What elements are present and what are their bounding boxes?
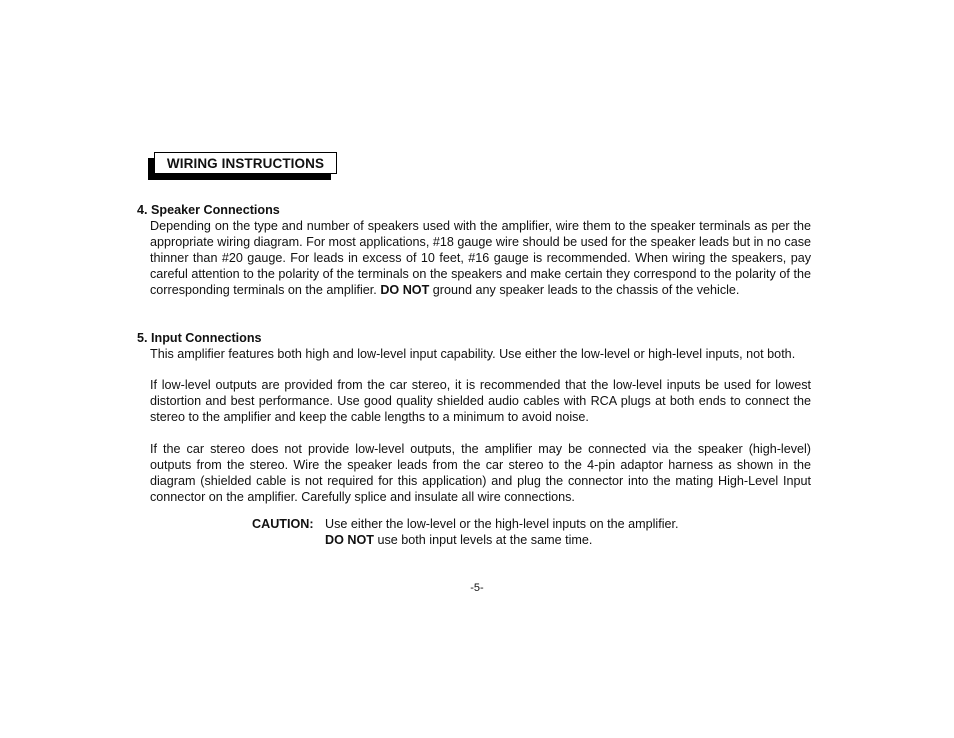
section-title: WIRING INSTRUCTIONS <box>166 155 325 171</box>
input-connections-heading: 5. Input Connections <box>137 331 262 345</box>
input-paragraph-1: This amplifier features both high and low-level input capability. Use either the low-level or high-level inputs, not both. <box>150 347 796 361</box>
speaker-text-part2: ground any speaker leads to the chassis of the vehicle. <box>429 283 740 297</box>
caution-line-2-text: use both input levels at the same time. <box>373 533 593 547</box>
caution-text <box>325 516 679 548</box>
speaker-connections-heading: 4. Speaker Connections <box>137 203 280 217</box>
caution-do-not: DO NOT <box>325 533 374 547</box>
speaker-connections-paragraph <box>150 218 811 298</box>
speaker-do-not: DO NOT <box>380 283 430 297</box>
caution-line-2 <box>325 532 679 548</box>
caution-label: CAUTION: <box>252 517 314 531</box>
speaker-text-part1: Depending on the type and number of speakers used with the amplifier, wire them to the speaker terminals as per the appropriate wiring diagram. For most applications, #18 gauge wire should be used for the speaker leads but in no case thinner than #20 gauge. For leads in excess of 10 feet, #16 gauge is recommended. When wiring the speakers, pay careful attention to the polarity of the terminals on the speakers and make certain they correspond to the polarity of the corresponding terminals on the amplifier. <box>150 219 811 297</box>
caution-line-1: Use either the low-level or the high-level inputs on the amplifier. <box>325 517 679 531</box>
page-number: -5- <box>470 582 484 594</box>
section-header-box <box>154 152 337 174</box>
input-paragraph-2: If low-level outputs are provided from the car stereo, it is recommended that the low-level inputs be used for lowest distortion and best performance. Use good quality shielded audio cables with RCA plugs at both ends to connect the stereo to the amplifier and keep the cable lengths to a minimum to avoid noise. <box>150 378 811 424</box>
input-paragraph-3: If the car stereo does not provide low-level outputs, the amplifier may be connected via the speaker (high-level) outputs from the stereo. Wire the speaker leads from the car stereo to the 4-pin adaptor harness as shown in the diagram (shielded cable is not required for this application) and plug the connector into the mating High-Level Input connector on the amplifier. Carefully splice and insulate all wire connections. <box>150 442 811 504</box>
